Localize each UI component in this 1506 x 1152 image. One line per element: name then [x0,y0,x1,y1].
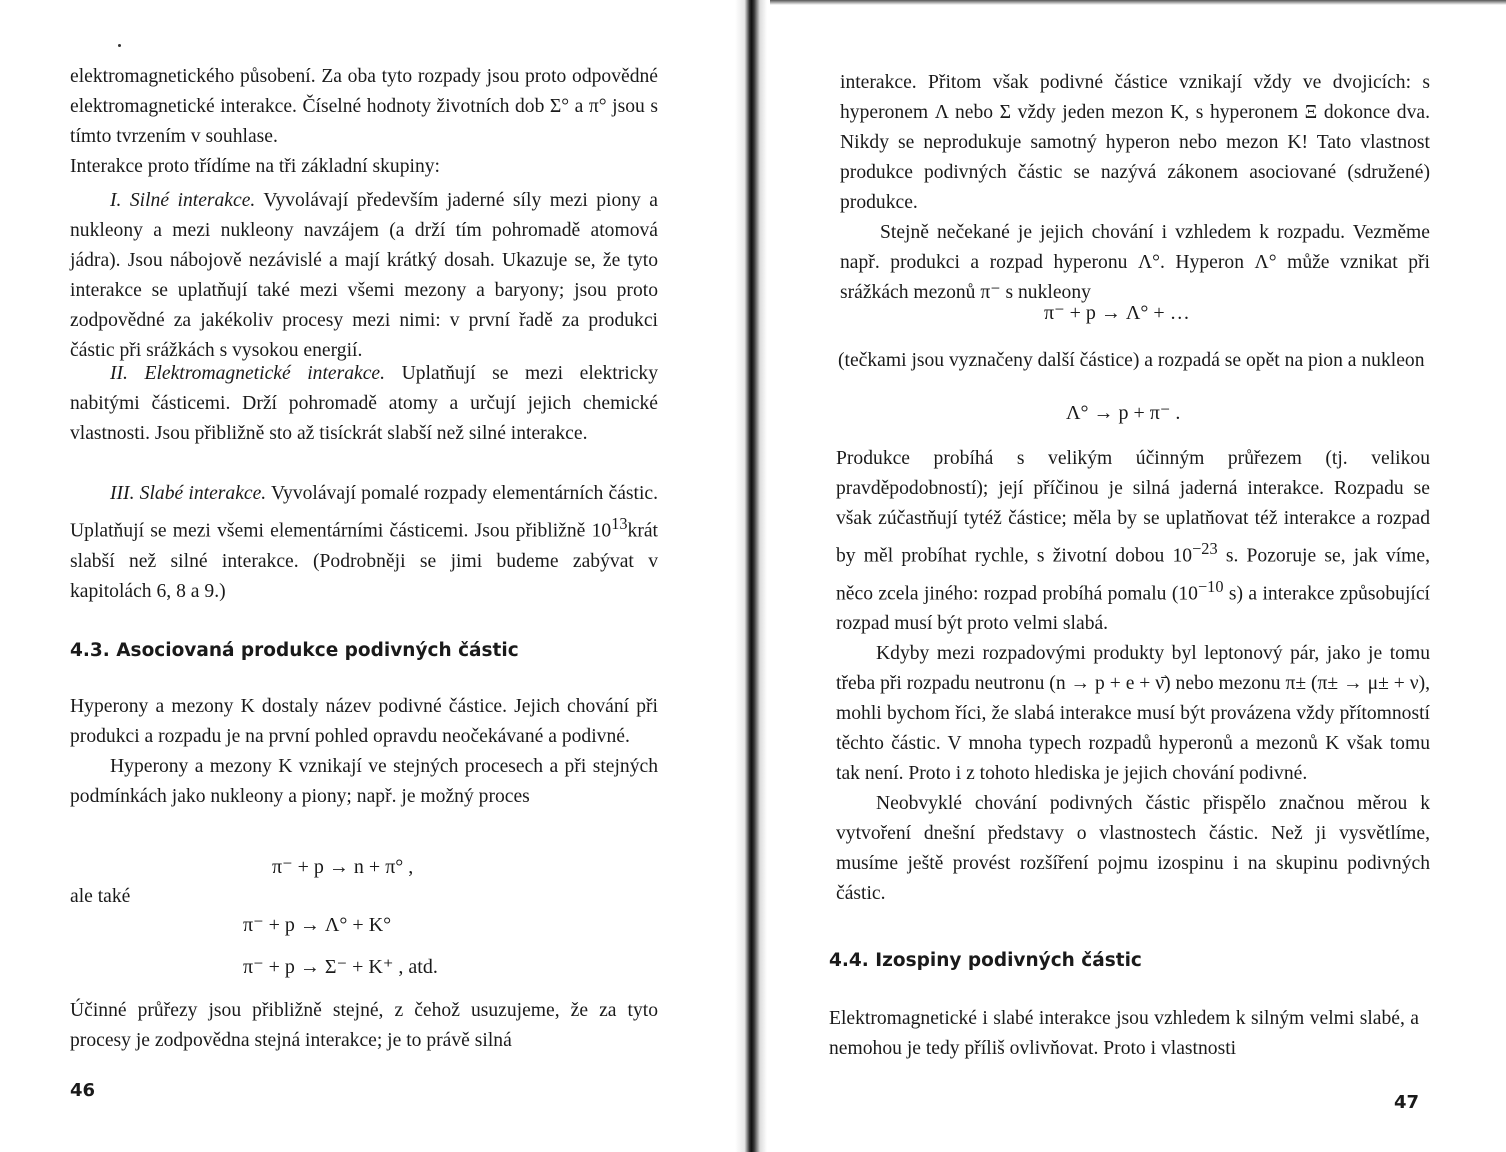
right-paragraph-4c: s) a interakce způsobující rozpad musí být proto velmi slabá. [836,583,1430,635]
left-paragraph-3: Hyperony a mezony K dostaly název podivné částice. Jejich chování při produkci a rozpadu je na první pohled opravdu neočekávané a podivné. [70,696,658,747]
interaction-3-exponent: 13 [611,514,628,533]
right-paragraph-4a: Produkce probíhá s velikým účinným průřezem (tj. velikou pravděpodobností); její příčinou je silná jaderná interakce. Rozpadu se však zúčastňují tytéž částice; měla by se uplatňovat též interakce a rozpad by měl probíhat rychle, s životní dobou 10 [836,448,1430,567]
interaction-3-label: III. Slabé interakce. [110,483,267,504]
right-paragraph-7: Elektromagnetické i slabé interakce jsou vzhledem k silným velmi slabé, a nemohou je tedy příliš ovlivňovat. Proto i vlastnosti [829,1008,1419,1059]
section-heading-4-4: 4.4. Izospiny podivných částic [829,950,1142,971]
right-paragraph-1: interakce. Přitom však podivné částice vznikají vždy ve dvojicích: s hyperonem Λ nebo Σ vždy jeden mezon K, s hyperonem Ξ dokonce dva. Nikdy se neprodukuje samotný hyperon nebo mezon K! Tato vlastnost produkce podivných částic se nazývá zákonem asociované (sdružené) produkce. [840,72,1430,213]
left-equation-2: π⁻ + p → Λ° + K° [243,914,392,936]
left-interaction-1 [70,186,658,366]
page-number-right: 47 [1394,1092,1420,1113]
page-number-left: 46 [70,1080,96,1101]
left-interaction-2 [70,359,658,449]
right-paragraph-4b: s. Pozoruje se, jak víme, něco zcela jiného: rozpad probíhá pomalu (10 [836,545,1430,605]
speck-mark [118,44,121,47]
interaction-2-label: II. Elektromagnetické interakce. [110,363,386,384]
left-text-bottom [70,996,658,1056]
left-interaction-3 [70,479,658,607]
right-paragraph-6: Neobvyklé chování podivných částic přispělo značnou měrou k vytvoření dnešní představy o vlastnostech částic. Než ji vysvětlíme, musíme ještě provést rozšíření pojmu izospinu i na skupinu podivných částic. [836,793,1430,905]
left-ale-take: ale také [70,886,131,907]
right-text-top [840,68,1430,308]
interaction-3-text-a: Vyvolávají pomalé rozpady elementárních částic. Uplatňují se mezi všemi elementárními částicemi. Jsou přibližně 10 [70,483,658,542]
interaction-1-label: I. Silné interakce. [110,190,256,211]
right-equation-1: π⁻ + p → Λ° + … [1044,302,1190,324]
right-text-bottom [829,1004,1419,1064]
interaction-3-text-b: krát slabší než silné interakce. (Podrobněji se jimi budeme zabývat v kapitolách 6, 8 a 9.) [70,520,658,602]
right-paragraph-3: (tečkami jsou vyznačeny další částice) a rozpadá se opět na pion a nukleon [838,350,1425,371]
interaction-1-text: Vyvolávají především jaderné síly mezi piony a nukleony a mezi nukleony navzájem (a drží tím pohromadě atomová jádra). Jsou nábojově nezávislé a mají krátký dosah. Ukazuje se, že tyto interakce se uplatňují také mezi všemi mezony a baryony; jsou proto zodpovědné za jakékoliv procesy mezi nimi: v první řadě za produkci částic při srážkách s vysokou energií. [70,190,658,361]
left-paragraph-4: Hyperony a mezony K vznikají ve stejných procesech a při stejných podmínkách jako nukleony a piony; např. je možný proces [70,756,658,807]
left-paragraph-5: Účinné průřezy jsou přibližně stejné, z čehož usuzujeme, že za tyto procesy je zodpovědna stejná interakce; je to právě silná [70,1000,658,1051]
right-text-mid [838,346,1430,376]
left-text-section [70,692,658,812]
right-equation-2: Λ° → p + π⁻ . [1066,402,1181,424]
left-page [0,0,740,1152]
section-heading-4-3: 4.3. Asociovaná produkce podivných částic [70,640,519,661]
lifetime-exponent-1: −23 [1192,539,1218,558]
left-paragraph-1: elektromagnetického působení. Za oba tyto rozpady jsou proto odpovědné elektromagnetické interakce. Číselné hodnoty životních dob Σ° a π° jsou s tímto tvrzením v souhlase. [70,66,658,147]
left-paragraph-2: Interakce proto třídíme na tři základní skupiny: [70,156,440,177]
right-paragraph-2: Stejně nečekané je jejich chování i vzhledem k rozpadu. Vezměme např. produkci a rozpad hyperonu Λ°. Hyperon Λ° může vznikat při srážkách mezonů π⁻ s nukleony [840,222,1430,303]
right-paragraph-5: Kdyby mezi rozpadovými produkty byl leptonový pár, jako je tomu třeba při rozpadu neutronu (n → p + e + ν̄) nebo mezonu π± (π± → μ± + ν), mohli bychom říci, že slabá interakce musí být provázena vždy přítomností těchto částic. V mnoha typech rozpadů hyperonů a mezonů K však tomu tak není. Proto i z tohoto hlediska je jejich chování podivné. [836,643,1430,785]
left-equation-3: π⁻ + p → Σ⁻ + K⁺ , atd. [243,956,438,978]
right-text-main [836,444,1430,909]
left-text-top [70,62,658,182]
lifetime-exponent-2: −10 [1197,576,1224,596]
interaction-2-text: Uplatňují se mezi elektricky nabitými částicemi. Drží pohromadě atomy a určují jejich chemické vlastnosti. Jsou přibližně sto až tisíckrát slabší než silné interakce. [70,363,658,444]
right-page [762,0,1506,1152]
left-equation-1: π⁻ + p → n + π° , [272,856,414,878]
